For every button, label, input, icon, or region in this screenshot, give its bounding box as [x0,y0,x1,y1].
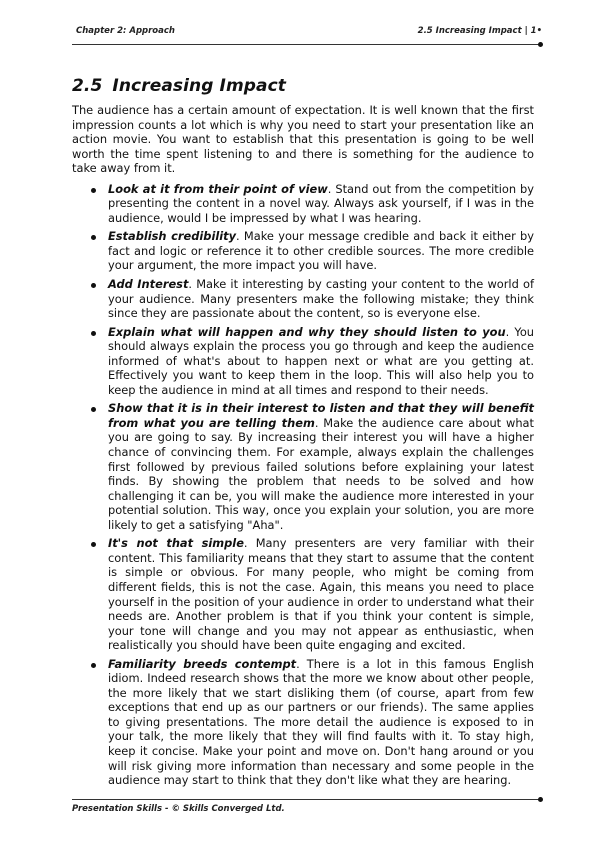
list-item [72,229,534,273]
tip-heading: Look at it from their point of view [108,181,328,196]
tip-heading: Familiarity breeds contempt [108,656,297,671]
tip-body: . Stand out from the competition by presenting the content in a novel way. Always ask yourself, if I was in the audience, would I be impressed by what I was hearing. [108,181,534,225]
tip-body: . Many presenters are very familiar with their content. This familiarity means that they start to assume that the content is simple or obvious. For many people, who might be coming from different fields, this is not the case. Again, this means you need to place yourself in the position of your audience in order to understand what their needs are. Another problem is that if you think your content is simple, your tone will change and you may not appear as enthusiastic, when realistically you should have been quite engaging and excited. [108,536,535,653]
list-item [72,657,534,788]
section-number: 2.5 [72,76,103,96]
header-rule-end-dot [538,42,543,47]
header-rule [72,44,542,45]
tip-body: . Make the audience care about what you are going to say. By increasing their interest you will have a higher chance of convincing them. For example, always explain the challenges first followed by previous failed solutions before explaining your latest finds. By showing the problem that needs to be solved and how challenging it can be, you will make the audience more interested in your potential solution. This way, once you explain your solution, you are more likely to get a satisfying "Aha". [108,415,534,532]
list-item [72,277,534,321]
list-item [72,182,534,226]
tip-heading: It's not that simple [108,536,244,551]
footer-rule-end-dot [538,797,543,802]
tip-heading: Add Interest [108,277,189,292]
list-item [72,536,534,652]
running-header [72,26,544,40]
section-title [72,76,286,96]
tip-body: . Make it interesting by casting your content to the world of your audience. Many presenters make the following mistake; they think since they are passionate about the content, so is everyone else. [108,277,535,321]
running-footer: Presentation Skills - © Skills Converged Ltd. [72,804,285,814]
bullet-icon [91,407,96,412]
list-item [72,401,534,532]
bullet-icon [91,235,96,240]
intro-paragraph: The audience has a certain amount of expectation. It is well known that the first impression counts a lot which is why you need to start your presentation like an action movie. You want to establish that this presentation is going to be well worth the time spent listening to and there is something for the audience to take away from it. [72,103,534,176]
tip-heading: Show that it is in their interest to listen and that they will benefit from what you are telling them [108,401,534,430]
tip-body: . There is a lot in this famous English idiom. Indeed research shows that the more we know about other people, the more likely that we start disliking them (of course, apart from few exceptions that end up as our partners or our friends). The same applies to giving presentations. The more detail the audience is exposed to in your talk, the more likely that they will find faults with it. To stay high, keep it concise. Make your point and move on. Don't hang around or you will risk giving more information than necessary and some people in the audience may start to think that they don't like what they are hearing. [108,656,534,788]
tips-list [72,182,534,788]
footer-rule [72,799,542,800]
chapter-label: Chapter 2: Approach [76,26,175,36]
list-item [72,325,534,398]
bullet-icon [91,283,96,288]
tip-heading: Establish credibility [108,229,237,244]
tip-heading: Explain what will happen and why they should listen to you [108,324,506,339]
section-title-text: Increasing Impact [112,76,287,96]
tip-body: . Make your message credible and back it either by fact and logic or reference it to other credible sources. The more credible your argument, the more impact you will have. [108,229,534,273]
bullet-icon [91,663,96,668]
tip-body: . You should always explain the process you go through and keep the audience informed of what's about to happen next or what are you getting at. Effectively you want to keep them in the loop. This will also help you to keep the audience in mind at all times and respond to their needs. [108,324,535,397]
section-body [72,103,534,792]
section-reference: 2.5 Increasing Impact | 1• [417,26,542,36]
bullet-icon [91,542,96,547]
bullet-icon [91,331,96,336]
bullet-icon [91,188,96,193]
